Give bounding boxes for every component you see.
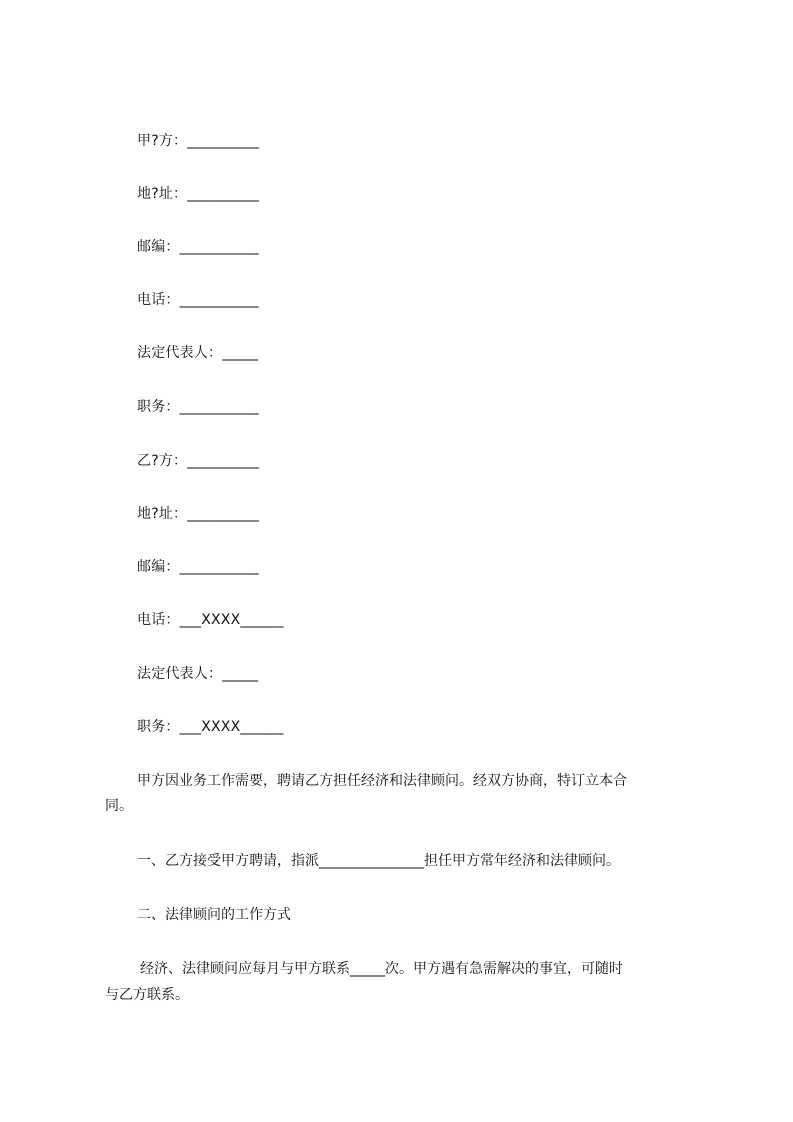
party-b-address-line: 地?址：__________ — [137, 506, 260, 522]
intro-paragraph-line2: 同。 — [105, 798, 133, 814]
party-a-address-line: 地?址：__________ — [137, 186, 260, 202]
party-b-phone-line: 电话：___XXXX______ — [137, 612, 284, 628]
clause-2-heading: 二、法律顾问的工作方式 — [137, 907, 291, 923]
party-a-name-line: 甲?方：__________ — [137, 133, 260, 149]
party-b-postcode-line: 邮编：___________ — [137, 559, 259, 575]
clause-2-line2: 与乙方联系。 — [105, 987, 189, 1003]
clause-1: 一、乙方接受甲方聘请，指派_______________担任甲方常年经济和法律顾问。 — [137, 853, 620, 869]
party-b-name-line: 乙?方：__________ — [137, 453, 260, 469]
party-a-postcode-line: 邮编：___________ — [137, 239, 259, 255]
intro-paragraph-line1: 甲方因业务工作需要，聘请乙方担任经济和法律顾问。经双方协商，特订立本合 — [137, 773, 627, 789]
clause-2-line1: 经济、法律顾问应每月与甲方联系_____次。甲方遇有急需解决的事宜，可随时 — [140, 961, 623, 977]
party-a-phone-line: 电话：___________ — [137, 292, 259, 308]
party-b-position-line: 职务：___XXXX______ — [137, 719, 284, 735]
party-a-legal-rep-line: 法定代表人：_____ — [137, 345, 259, 361]
party-a-position-line: 职务：___________ — [137, 399, 259, 415]
party-b-legal-rep-line: 法定代表人：_____ — [137, 666, 259, 682]
